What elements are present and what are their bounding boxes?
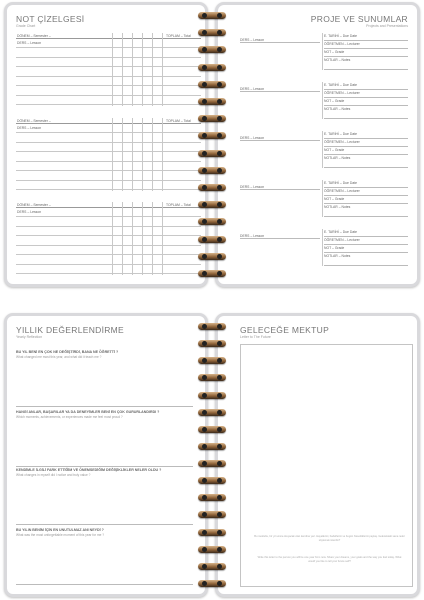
grade-row[interactable] [16, 161, 201, 162]
page-title: YILLIK DEĞERLENDİRME [16, 325, 125, 335]
grade-row[interactable] [16, 273, 201, 274]
grade-column-divider [162, 202, 163, 275]
lesson-field[interactable]: DERS – Lesson [240, 136, 320, 141]
spiral-coil [198, 392, 226, 399]
project-field[interactable]: ÖĞRETMEN – Lecturer [324, 90, 408, 98]
question-text: BU YIL BENİ EN ÇOK NE DEĞİŞTİRDİ, BANA NE ÖĞRETTİ ? [16, 350, 119, 354]
page-title: GELECEĞE MEKTUP [240, 325, 330, 335]
letter-writing-area[interactable] [240, 344, 413, 587]
grade-row[interactable] [16, 245, 201, 246]
lesson-label: DERS – Lesson [17, 210, 42, 214]
grade-block [16, 202, 201, 275]
spiral-coil [198, 46, 226, 53]
spiral-coil [198, 64, 226, 71]
grade-column-divider [142, 202, 143, 275]
grade-chart-page [4, 2, 208, 287]
project-field[interactable]: NOTLAR – Notes [324, 204, 408, 217]
spiral-coil [198, 529, 226, 536]
project-field[interactable]: NOT – Grade [324, 245, 408, 253]
page-subtitle: Yearly Reflection [16, 335, 43, 339]
spiral-coil [198, 357, 226, 364]
grade-row[interactable] [16, 66, 201, 67]
page-title: PROJE VE SUNUMLAR [310, 14, 408, 24]
project-field[interactable]: NOTLAR – Notes [324, 155, 408, 168]
spiral-binding [198, 323, 226, 587]
spiral-coil [198, 218, 226, 225]
question-subtext: What changed me most this year, and what did it teach me ? [16, 355, 102, 359]
project-field[interactable]: NOTLAR – Notes [324, 57, 408, 70]
spiral-coil [198, 184, 226, 191]
grade-row[interactable] [16, 264, 201, 265]
spiral-coil [198, 236, 226, 243]
grade-column-divider [112, 202, 113, 275]
spiral-coil [198, 98, 226, 105]
grade-row[interactable] [16, 254, 201, 255]
project-field[interactable]: NOTLAR – Notes [324, 253, 408, 266]
semester-label: DÖNEM – Semester – [17, 203, 51, 207]
semester-header [16, 202, 201, 208]
spiral-coil [198, 477, 226, 484]
page-subtitle: Projects and Presentations [366, 24, 408, 28]
grade-row[interactable] [16, 76, 201, 77]
grade-column-divider [112, 33, 113, 106]
spiral-coil [198, 409, 226, 416]
lesson-field[interactable]: DERS – Lesson [240, 38, 320, 43]
page-subtitle: Grade Chart [16, 24, 36, 28]
grade-row[interactable] [16, 142, 201, 143]
grade-row[interactable] [16, 95, 201, 96]
project-field[interactable]: E. TARİHİ – Due Date [324, 33, 408, 41]
answer-area[interactable] [16, 479, 193, 525]
grade-column-divider [122, 33, 123, 106]
answer-area[interactable] [16, 421, 193, 467]
project-field[interactable]: NOT – Grade [324, 196, 408, 204]
spiral-coil [198, 511, 226, 518]
grade-row[interactable] [16, 47, 201, 48]
project-block [240, 33, 408, 70]
letter-prompt-tr: Bu mektubu, bir yıl sonra okuyacak olan kendine yaz. Hayallerini, hedeflerini ve bugün hissettiklerini paylaş. Gelecekteki sana neler söylemek isterdin? [254, 535, 405, 542]
bottom-spread [4, 313, 420, 597]
question-subtext: What changes in myself did I notice and truly value ? [16, 473, 91, 477]
grade-column-divider [162, 118, 163, 191]
project-divider [322, 229, 323, 266]
spiral-coil [198, 323, 226, 330]
spiral-coil [198, 81, 226, 88]
spiral-coil [198, 374, 226, 381]
project-divider [322, 33, 323, 70]
question-text: KENDİMLE İLGİLİ FARK ETTİĞİM VE ÖNEMSEDİĞİM DEĞİŞİKLİKLER NELER OLDU ? [16, 468, 162, 472]
project-field[interactable]: E. TARİHİ – Due Date [324, 131, 408, 139]
future-letter-page [215, 313, 420, 597]
grade-column-divider [142, 33, 143, 106]
lesson-field[interactable]: DERS – Lesson [240, 87, 320, 92]
grade-row[interactable] [16, 216, 201, 217]
spiral-binding [198, 12, 226, 277]
spiral-coil [198, 150, 226, 157]
lesson-label: DERS – Lesson [17, 41, 42, 45]
letter-prompt-en: Write this letter to the person you will be one year from now. Share your dreams, your goals and the way you feel today. What would you like to tell your future self? [257, 556, 402, 563]
grade-column-divider [152, 33, 153, 106]
spiral-coil [198, 132, 226, 139]
semester-label: DÖNEM – Semester – [17, 34, 51, 38]
project-block [240, 131, 408, 168]
grade-column-divider [162, 33, 163, 106]
grade-block [16, 33, 201, 106]
spiral-coil [198, 563, 226, 570]
grade-column-divider [132, 118, 133, 191]
project-block [240, 82, 408, 119]
grade-column-divider [132, 33, 133, 106]
project-field[interactable]: NOTLAR – Notes [324, 106, 408, 119]
grade-row[interactable] [16, 151, 201, 152]
grade-column-divider [152, 118, 153, 191]
grade-row[interactable] [16, 235, 201, 236]
page-subtitle: Letter to The Future [240, 335, 271, 339]
spiral-coil [198, 29, 226, 36]
spiral-coil [198, 115, 226, 122]
spiral-coil [198, 167, 226, 174]
question-subtext: What was the most unforgettable moment of this year for me ? [16, 533, 105, 537]
question-block [16, 350, 193, 407]
semester-label: DÖNEM – Semester – [17, 119, 51, 123]
project-field[interactable]: E. TARİHİ – Due Date [324, 82, 408, 90]
spiral-coil [198, 12, 226, 19]
lesson-field[interactable]: DERS – Lesson [240, 234, 320, 239]
spiral-coil [198, 460, 226, 467]
grade-row[interactable] [16, 226, 201, 227]
semester-header [16, 33, 201, 39]
spiral-coil [198, 443, 226, 450]
grade-row[interactable] [16, 180, 201, 181]
grade-row[interactable] [16, 132, 201, 133]
question-block [16, 528, 193, 585]
grade-row[interactable] [16, 170, 201, 171]
spiral-coil [198, 201, 226, 208]
project-field[interactable]: NOT – Grade [324, 98, 408, 106]
grade-row[interactable] [16, 85, 201, 86]
grade-row[interactable] [16, 57, 201, 58]
question-block [16, 410, 193, 467]
project-field[interactable]: E. TARİHİ – Due Date [324, 180, 408, 188]
question-text: HANGİ ANLAR, BAŞARILAR YA DA DENEYİMLER BENİ EN ÇOK GURURLANDIRDI ? [16, 410, 160, 414]
spiral-coil [198, 580, 226, 587]
grade-column-divider [132, 202, 133, 275]
answer-area[interactable] [16, 539, 193, 585]
grade-column-divider [122, 118, 123, 191]
projects-page [215, 2, 420, 287]
lesson-label: DERS – Lesson [17, 126, 42, 130]
grade-block [16, 118, 201, 191]
grade-column-divider [112, 118, 113, 191]
top-spread [4, 2, 420, 287]
project-field[interactable]: ÖĞRETMEN – Lecturer [324, 41, 408, 49]
project-block [240, 180, 408, 217]
project-field[interactable]: E. TARİHİ – Due Date [324, 229, 408, 237]
grade-column-divider [152, 202, 153, 275]
grade-column-divider [142, 118, 143, 191]
yearly-reflection-page [4, 313, 208, 597]
spiral-coil [198, 546, 226, 553]
project-divider [322, 82, 323, 119]
spiral-coil [198, 253, 226, 260]
spiral-coil [198, 270, 226, 277]
spiral-coil [198, 340, 226, 347]
project-field[interactable]: ÖĞRETMEN – Lecturer [324, 237, 408, 245]
question-subtext: Which moments, achievements, or experiences made me feel most proud ? [16, 415, 123, 419]
project-divider [322, 180, 323, 217]
project-field[interactable]: NOT – Grade [324, 147, 408, 155]
lesson-field[interactable]: DERS – Lesson [240, 185, 320, 190]
spiral-coil [198, 426, 226, 433]
question-block [16, 468, 193, 525]
project-divider [322, 131, 323, 168]
total-label: TOPLAM – Total [166, 119, 191, 123]
total-label: TOPLAM – Total [166, 203, 191, 207]
project-field[interactable]: NOT – Grade [324, 49, 408, 57]
project-field[interactable]: ÖĞRETMEN – Lecturer [324, 139, 408, 147]
grade-row[interactable] [16, 189, 201, 190]
spiral-coil [198, 494, 226, 501]
grade-row[interactable] [16, 104, 201, 105]
grade-column-divider [122, 202, 123, 275]
page-title: NOT ÇİZELGESİ [16, 14, 85, 24]
question-text: BU YILIN BENİM İÇİN EN UNUTULMAZ ANI NEYDİ ? [16, 528, 104, 532]
semester-header [16, 118, 201, 124]
project-block [240, 229, 408, 266]
answer-area[interactable] [16, 361, 193, 407]
project-field[interactable]: ÖĞRETMEN – Lecturer [324, 188, 408, 196]
total-label: TOPLAM – Total [166, 34, 191, 38]
